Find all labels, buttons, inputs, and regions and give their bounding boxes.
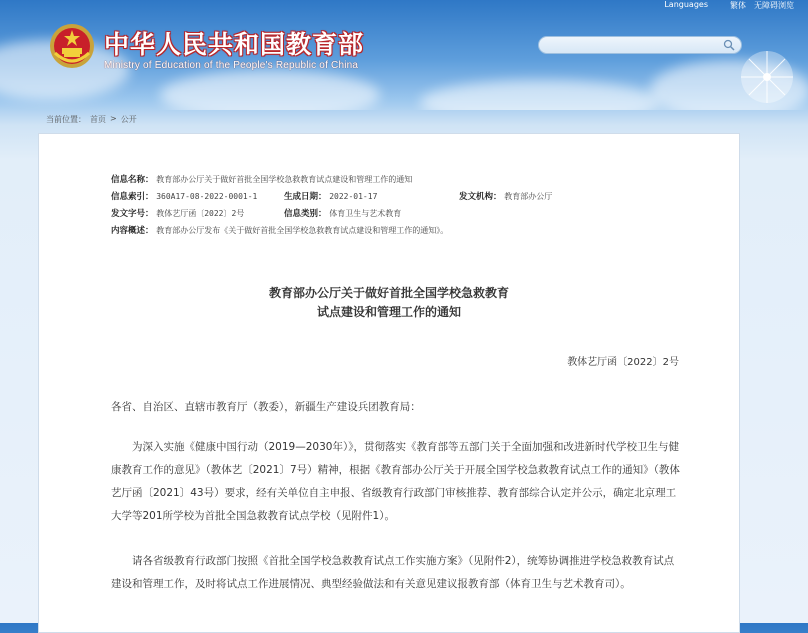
meta-row-index xyxy=(111,190,257,202)
content-panel xyxy=(38,133,740,633)
meta-name-value: 教育部办公厅关于做好首批全国学校急救教育试点建设和管理工作的通知 xyxy=(156,175,413,184)
national-emblem-icon[interactable] xyxy=(49,23,95,69)
search-input[interactable] xyxy=(538,36,742,54)
meta-date-label: 生成日期： xyxy=(284,192,327,202)
breadcrumb xyxy=(46,114,137,125)
meta-issuer-value: 教育部办公厅 xyxy=(504,192,553,201)
document-title-line2: 试点建设和管理工作的通知 xyxy=(316,305,461,319)
meta-row-name xyxy=(111,173,412,185)
meta-row-summary xyxy=(111,224,448,236)
document-paragraph-1: 为深入实施《健康中国行动（2019—2030年）》，贯彻落实《教育部等五部门关于全面加强和改进新时代学校卫生与健康教育工作的意见》（教体艺〔2021〕7号）精神，根据《教育部办公厅关于开展全国学校急救教育试点工作的通知》（教体艺厅函〔2021〕43号）要求，经有关单位自主申报、省级教育行政部门审核推荐、教育部综合认定并公示，确定北京理工大学等201所学校为首批全国急救教育试点学校（见附件1）。 xyxy=(111,441,680,522)
meta-docno-value: 教体艺厅函〔2022〕2号 xyxy=(156,209,245,218)
document-title xyxy=(39,284,739,322)
site-subtitle: Ministry of Education of the People's Republic of China xyxy=(104,60,359,71)
breadcrumb-location-label: 当前位置： xyxy=(46,115,86,124)
document-paragraph-2: 请各省级教育行政部门按照《首批全国学校急救教育试点工作实施方案》（见附件2），统筹协调推进学校急救教育试点建设和管理工作，及时将试点工作进展情况、典型经验做法和有关意见建议报教育部（体育卫生与艺术教育司）。 xyxy=(111,555,675,590)
accessibility-link[interactable]: 无障碍浏览 xyxy=(754,1,794,10)
document-number: 教体艺厅函〔2022〕2号 xyxy=(567,357,679,368)
dandelion-decoration-icon xyxy=(735,45,808,110)
meta-date-value: 2022-01-17 xyxy=(329,192,378,201)
meta-summary-value: 教育部办公厅发布《关于做好首批全国学校急救教育试点建设和管理工作的通知》。 xyxy=(156,226,449,235)
breadcrumb-home-link[interactable]: 首页 xyxy=(90,115,106,124)
site-header xyxy=(0,0,808,110)
meta-row-docno xyxy=(111,207,244,219)
meta-row-issuer xyxy=(459,190,552,202)
meta-index-value: 360A17-08-2022-0001-1 xyxy=(156,192,258,201)
cloud-decoration xyxy=(420,80,660,110)
top-links xyxy=(660,0,798,11)
meta-index-label: 信息索引： xyxy=(111,192,154,202)
meta-category-value: 体育卫生与艺术教育 xyxy=(329,209,402,218)
site-title[interactable]: 中华人民共和国教育部 xyxy=(104,30,365,59)
breadcrumb-separator: > xyxy=(110,114,117,123)
languages-link[interactable]: Languages xyxy=(664,0,708,9)
document-title-line1: 教育部办公厅关于做好首批全国学校急救教育 xyxy=(268,286,509,300)
search-icon[interactable] xyxy=(723,39,735,51)
breadcrumb-current-link[interactable]: 公开 xyxy=(120,115,137,124)
meta-category-label: 信息类别： xyxy=(284,209,327,219)
meta-docno-label: 发文字号： xyxy=(111,209,154,219)
meta-row-category xyxy=(284,207,401,219)
meta-name-label: 信息名称： xyxy=(111,175,154,185)
meta-summary-label: 内容概述： xyxy=(111,226,154,236)
cloud-decoration xyxy=(160,70,380,110)
meta-row-date xyxy=(284,190,377,202)
traditional-chinese-link[interactable]: 繁体 xyxy=(730,1,746,10)
meta-issuer-label: 发文机构： xyxy=(459,192,502,202)
document-salutation: 各省、自治区、直辖市教育厅（教委），新疆生产建设兵团教育局： xyxy=(111,401,421,413)
